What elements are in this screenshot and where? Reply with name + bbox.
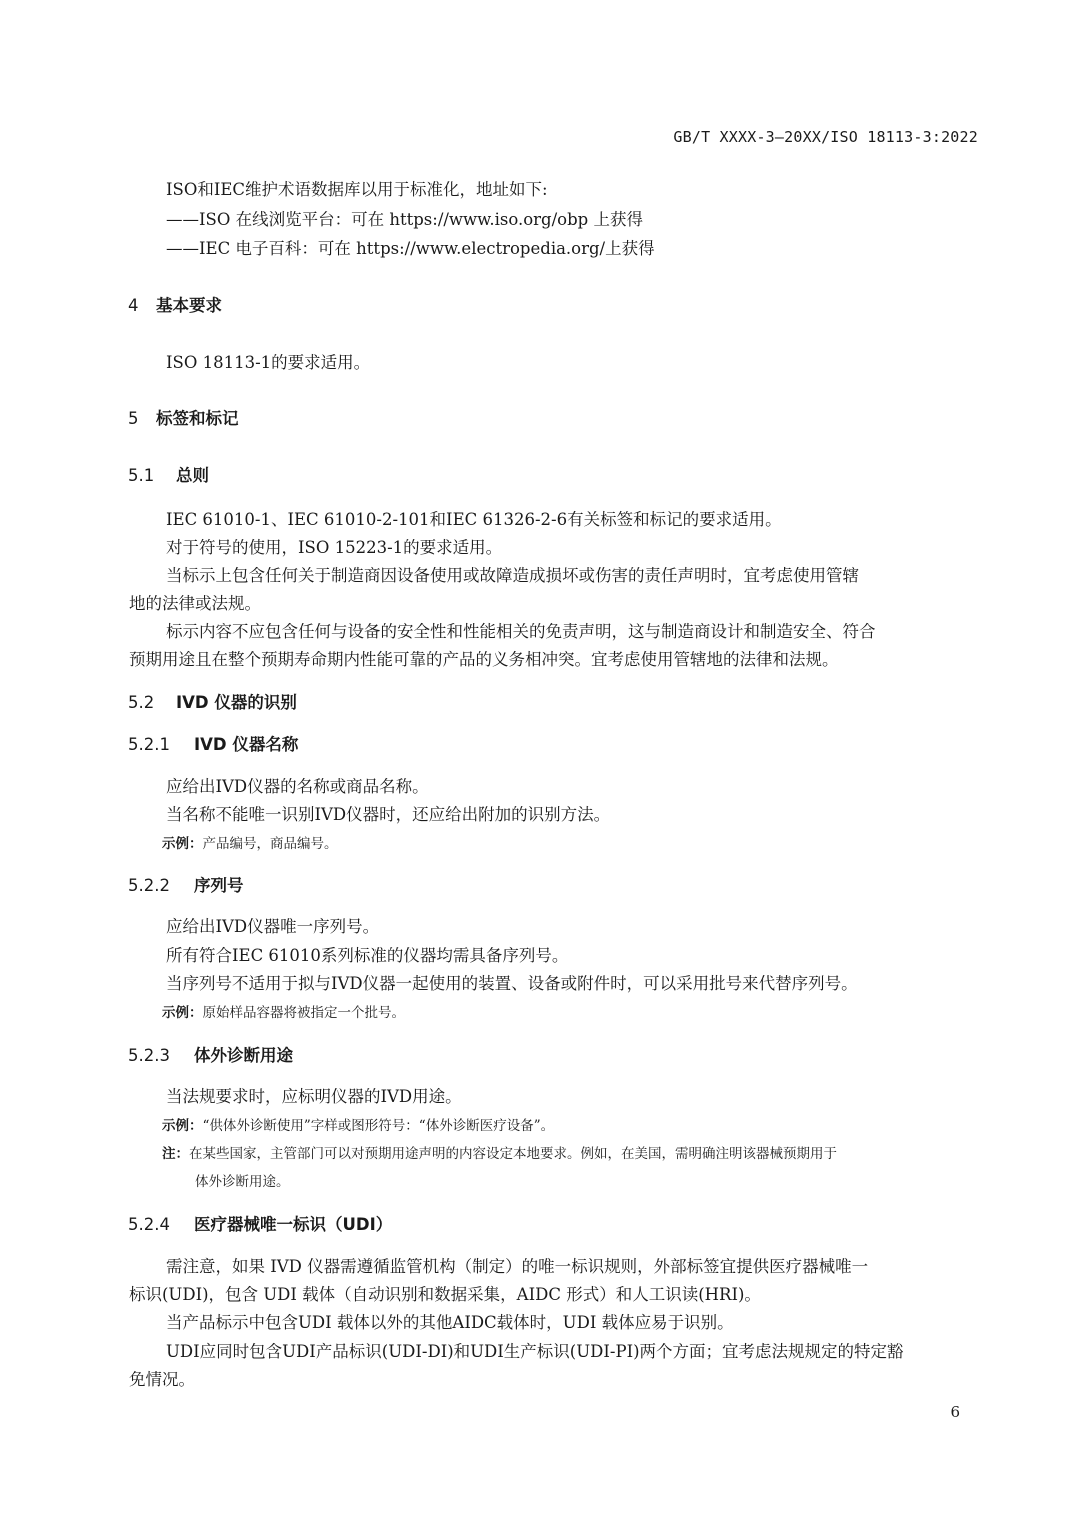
example-tag: 示例： (162, 1005, 203, 1021)
section-5-1-paragraph-2: 对于符号的使用，ISO 15223-1的要求适用。 (166, 538, 503, 557)
section-title: IVD 仪器的识别 (176, 693, 297, 712)
section-title: 序列号 (194, 876, 244, 895)
section-number: 5.2.2 (128, 876, 170, 895)
section-5-2-4-paragraph-1: 需注意，如果 IVD 仪器需遵循监管机构（制定）的唯一标识规则，外部标签宜提供医疗器械唯一 (166, 1257, 869, 1276)
section-number: 4 (128, 296, 139, 315)
note-tag: 注： (162, 1146, 189, 1162)
section-number: 5.2.4 (128, 1215, 170, 1234)
section-5-2-4-heading (128, 1211, 392, 1235)
section-5-2-2-paragraph-1: 应给出IVD仪器唯一序列号。 (166, 917, 380, 936)
section-5-2-1-heading (128, 731, 298, 755)
section-5-2-2-paragraph-2: 所有符合IEC 61010系列标准的仪器均需具备序列号。 (166, 946, 569, 965)
section-5-2-3-heading (128, 1042, 293, 1066)
section-5-1-paragraph-4-cont: 预期用途且在整个预期寿命期内性能可靠的产品的义务相冲突。宜考虑使用管辖地的法律和法规。 (129, 650, 839, 669)
section-5-2-3-paragraph-1: 当法规要求时，应标明仪器的IVD用途。 (166, 1087, 462, 1106)
section-5-2-3-note-cont: 体外诊断用途。 (195, 1174, 290, 1190)
section-number: 5.1 (128, 466, 155, 485)
note-text: 在某些国家，主管部门可以对预期用途声明的内容设定本地要求。例如，在美国，需明确注明该器械预期用于 (189, 1146, 837, 1162)
section-5-1-paragraph-4: 标示内容不应包含任何与设备的安全性和性能相关的免责声明，这与制造商设计和制造安全、符合 (166, 622, 876, 641)
section-title: 体外诊断用途 (194, 1046, 293, 1065)
section-5-2-2-example (162, 1001, 405, 1021)
document-code-header: GB/T XXXX-3—20XX/ISO 18113-3:2022 (673, 128, 978, 146)
section-title: 医疗器械唯一标识（UDI） (194, 1215, 393, 1234)
example-tag: 示例： (162, 1118, 203, 1134)
section-5-1-paragraph-3-cont: 地的法律或法规。 (129, 594, 261, 613)
section-5-2-4-paragraph-1-cont: 标识(UDI)，包含 UDI 载体（自动识别和数据采集，AIDC 形式）和人工识读(HRI)。 (129, 1285, 761, 1304)
section-5-2-3-note (162, 1142, 837, 1162)
section-5-2-4-paragraph-3: UDI应同时包含UDI产品标识(UDI-DI)和UDI生产标识(UDI-PI)两个方面；宜考虑法规规定的特定豁 (166, 1342, 904, 1361)
section-number: 5.2.3 (128, 1046, 170, 1065)
page-number: 6 (950, 1403, 960, 1421)
section-number: 5 (128, 409, 139, 428)
intro-line-2: ——ISO 在线浏览平台：可在 https://www.iso.org/obp 上获得 (166, 210, 643, 229)
section-title: 标签和标记 (156, 409, 239, 428)
example-tag: 示例： (162, 836, 203, 852)
section-5-1-paragraph-3: 当标示上包含任何关于制造商因设备使用或故障造成损坏或伤害的责任声明时，宜考虑使用管辖 (166, 566, 859, 585)
section-number: 5.2.1 (128, 735, 170, 754)
section-5-2-1-paragraph-2: 当名称不能唯一识别IVD仪器时，还应给出附加的识别方法。 (166, 805, 611, 824)
example-text: “供体外诊断使用”字样或图形符号：“体外诊断医疗设备”。 (202, 1118, 555, 1134)
section-5-2-2-paragraph-3: 当序列号不适用于拟与IVD仪器一起使用的装置、设备或附件时，可以采用批号来代替序列号。 (166, 974, 858, 993)
section-5-1-paragraph-1: IEC 61010-1、IEC 61010-2-101和IEC 61326-2-6有关标签和标记的要求适用。 (166, 510, 782, 529)
section-5-2-2-heading (128, 872, 244, 896)
section-5-2-1-example (162, 832, 338, 852)
section-5-2-heading (128, 689, 297, 713)
intro-line-3: ——IEC 电子百科：可在 https://www.electropedia.org/上获得 (166, 239, 655, 258)
section-title: 基本要求 (156, 296, 222, 315)
section-5-2-1-paragraph-1: 应给出IVD仪器的名称或商品名称。 (166, 777, 429, 796)
intro-line-1: ISO和IEC维护术语数据库以用于标准化，地址如下: (166, 180, 548, 199)
section-5-1-heading (128, 462, 209, 486)
section-5-2-4-paragraph-2: 当产品标示中包含UDI 载体以外的其他AIDC载体时，UDI 载体应易于识别。 (166, 1313, 734, 1332)
section-number: 5.2 (128, 693, 155, 712)
example-text: 产品编号，商品编号。 (202, 836, 338, 852)
section-4-body: ISO 18113-1的要求适用。 (166, 353, 371, 372)
example-text: 原始样品容器将被指定一个批号。 (202, 1005, 405, 1021)
section-title: 总则 (176, 466, 209, 485)
section-5-2-3-example (162, 1114, 554, 1134)
section-title: IVD 仪器名称 (194, 735, 299, 754)
section-4-heading (128, 292, 222, 316)
section-5-2-4-paragraph-3-cont: 免情况。 (129, 1370, 195, 1389)
section-5-heading (128, 405, 239, 429)
